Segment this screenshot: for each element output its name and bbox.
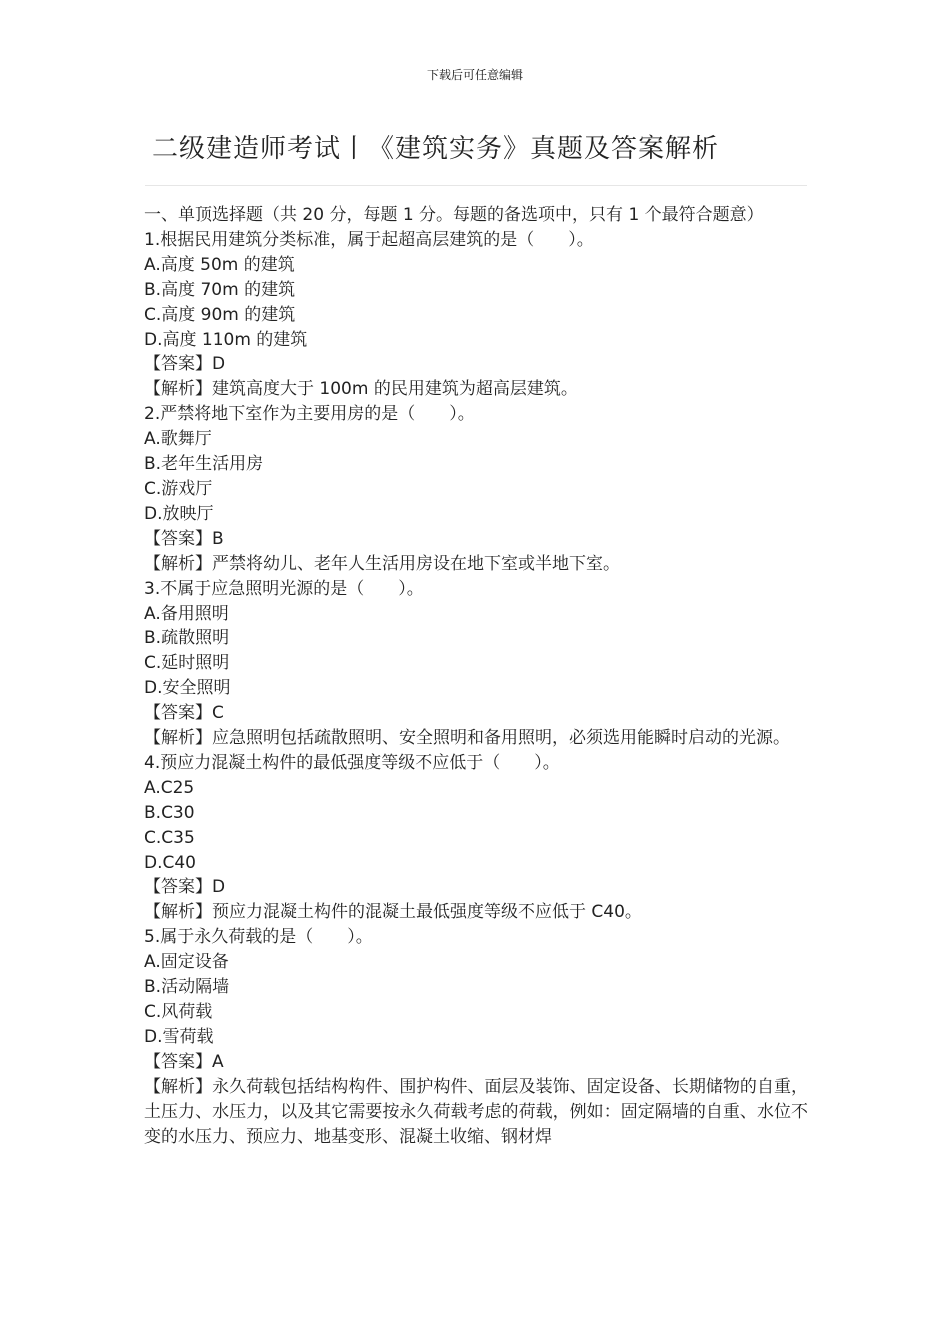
analysis: 【解析】应急照明包括疏散照明、安全照明和备用照明，必须选用能瞬时启动的光源。	[144, 728, 790, 749]
question-1	[144, 228, 808, 402]
header-note: 下载后可任意编辑	[426, 68, 523, 82]
page-title: 二级建造师考试丨《建筑实务》真题及答案解析	[152, 134, 720, 164]
option-b: B.老年生活用房	[144, 454, 264, 475]
analysis: 【解析】严禁将幼儿、老年人生活用房设在地下室或半地下室。	[144, 553, 620, 574]
option-b: B.疏散照明	[144, 628, 230, 649]
option-a: A.固定设备	[144, 952, 229, 973]
option-a: A.备用照明	[144, 603, 229, 624]
question-5	[144, 925, 808, 1149]
answer: 【答案】C	[144, 703, 224, 724]
document-body	[144, 203, 808, 1149]
answer: 【答案】D	[144, 877, 226, 898]
analysis: 【解析】建筑高度大于 100m 的民用建筑为超高层建筑。	[144, 379, 578, 400]
option-d: D.C40	[144, 852, 196, 873]
option-d: D.安全照明	[144, 678, 231, 699]
option-b: B.高度 70m 的建筑	[144, 279, 296, 300]
question-stem: 3.不属于应急照明光源的是（ ）。	[144, 578, 424, 599]
option-b: B.活动隔墙	[144, 977, 230, 998]
option-c: C.风荷载	[144, 1002, 213, 1022]
answer: 【答案】B	[144, 528, 224, 549]
option-c: C.高度 90m 的建筑	[144, 304, 296, 325]
analysis: 【解析】预应力混凝土构件的混凝土最低强度等级不应低于 C40。	[144, 902, 642, 923]
option-c: C.游戏厅	[144, 478, 213, 499]
question-stem: 4.预应力混凝土构件的最低强度等级不应低于（ ）。	[144, 752, 560, 773]
option-d: D.雪荷载	[144, 1026, 214, 1047]
question-stem: 1.根据民用建筑分类标准，属于起超高层建筑的是（ ）。	[144, 229, 594, 250]
analysis: 【解析】永久荷载包括结构构件、围护构件、面层及装饰、固定设备、长期储物的自重，土压力、水压力，以及其它需要按永久荷载考虑的荷载，例如：固定隔墙的自重、水位不变的水压力、预应力、地基变形、混凝土收缩、钢材焊	[144, 1076, 808, 1147]
option-c: C.C35	[144, 827, 195, 848]
title-divider	[145, 185, 807, 186]
option-d: D.高度 110m 的建筑	[144, 329, 308, 350]
option-d: D.放映厅	[144, 503, 214, 524]
option-b: B.C30	[144, 802, 195, 823]
option-a: A.C25	[144, 777, 195, 798]
answer: 【答案】D	[144, 354, 226, 375]
question-3	[144, 577, 808, 751]
option-a: A.歌舞厅	[144, 429, 212, 450]
question-4	[144, 751, 808, 925]
section-intro: 一、单顶选择题（共 20 分，每题 1 分。每题的备选项中，只有 1 个最符合题意）	[144, 205, 764, 225]
question-2	[144, 402, 808, 576]
answer: 【答案】A	[144, 1051, 224, 1072]
question-stem: 2.严禁将地下室作为主要用房的是（ ）。	[144, 404, 475, 425]
option-a: A.高度 50m 的建筑	[144, 254, 295, 275]
question-stem: 5.属于永久荷载的是（ ）。	[144, 927, 373, 948]
option-c: C.延时照明	[144, 653, 230, 674]
